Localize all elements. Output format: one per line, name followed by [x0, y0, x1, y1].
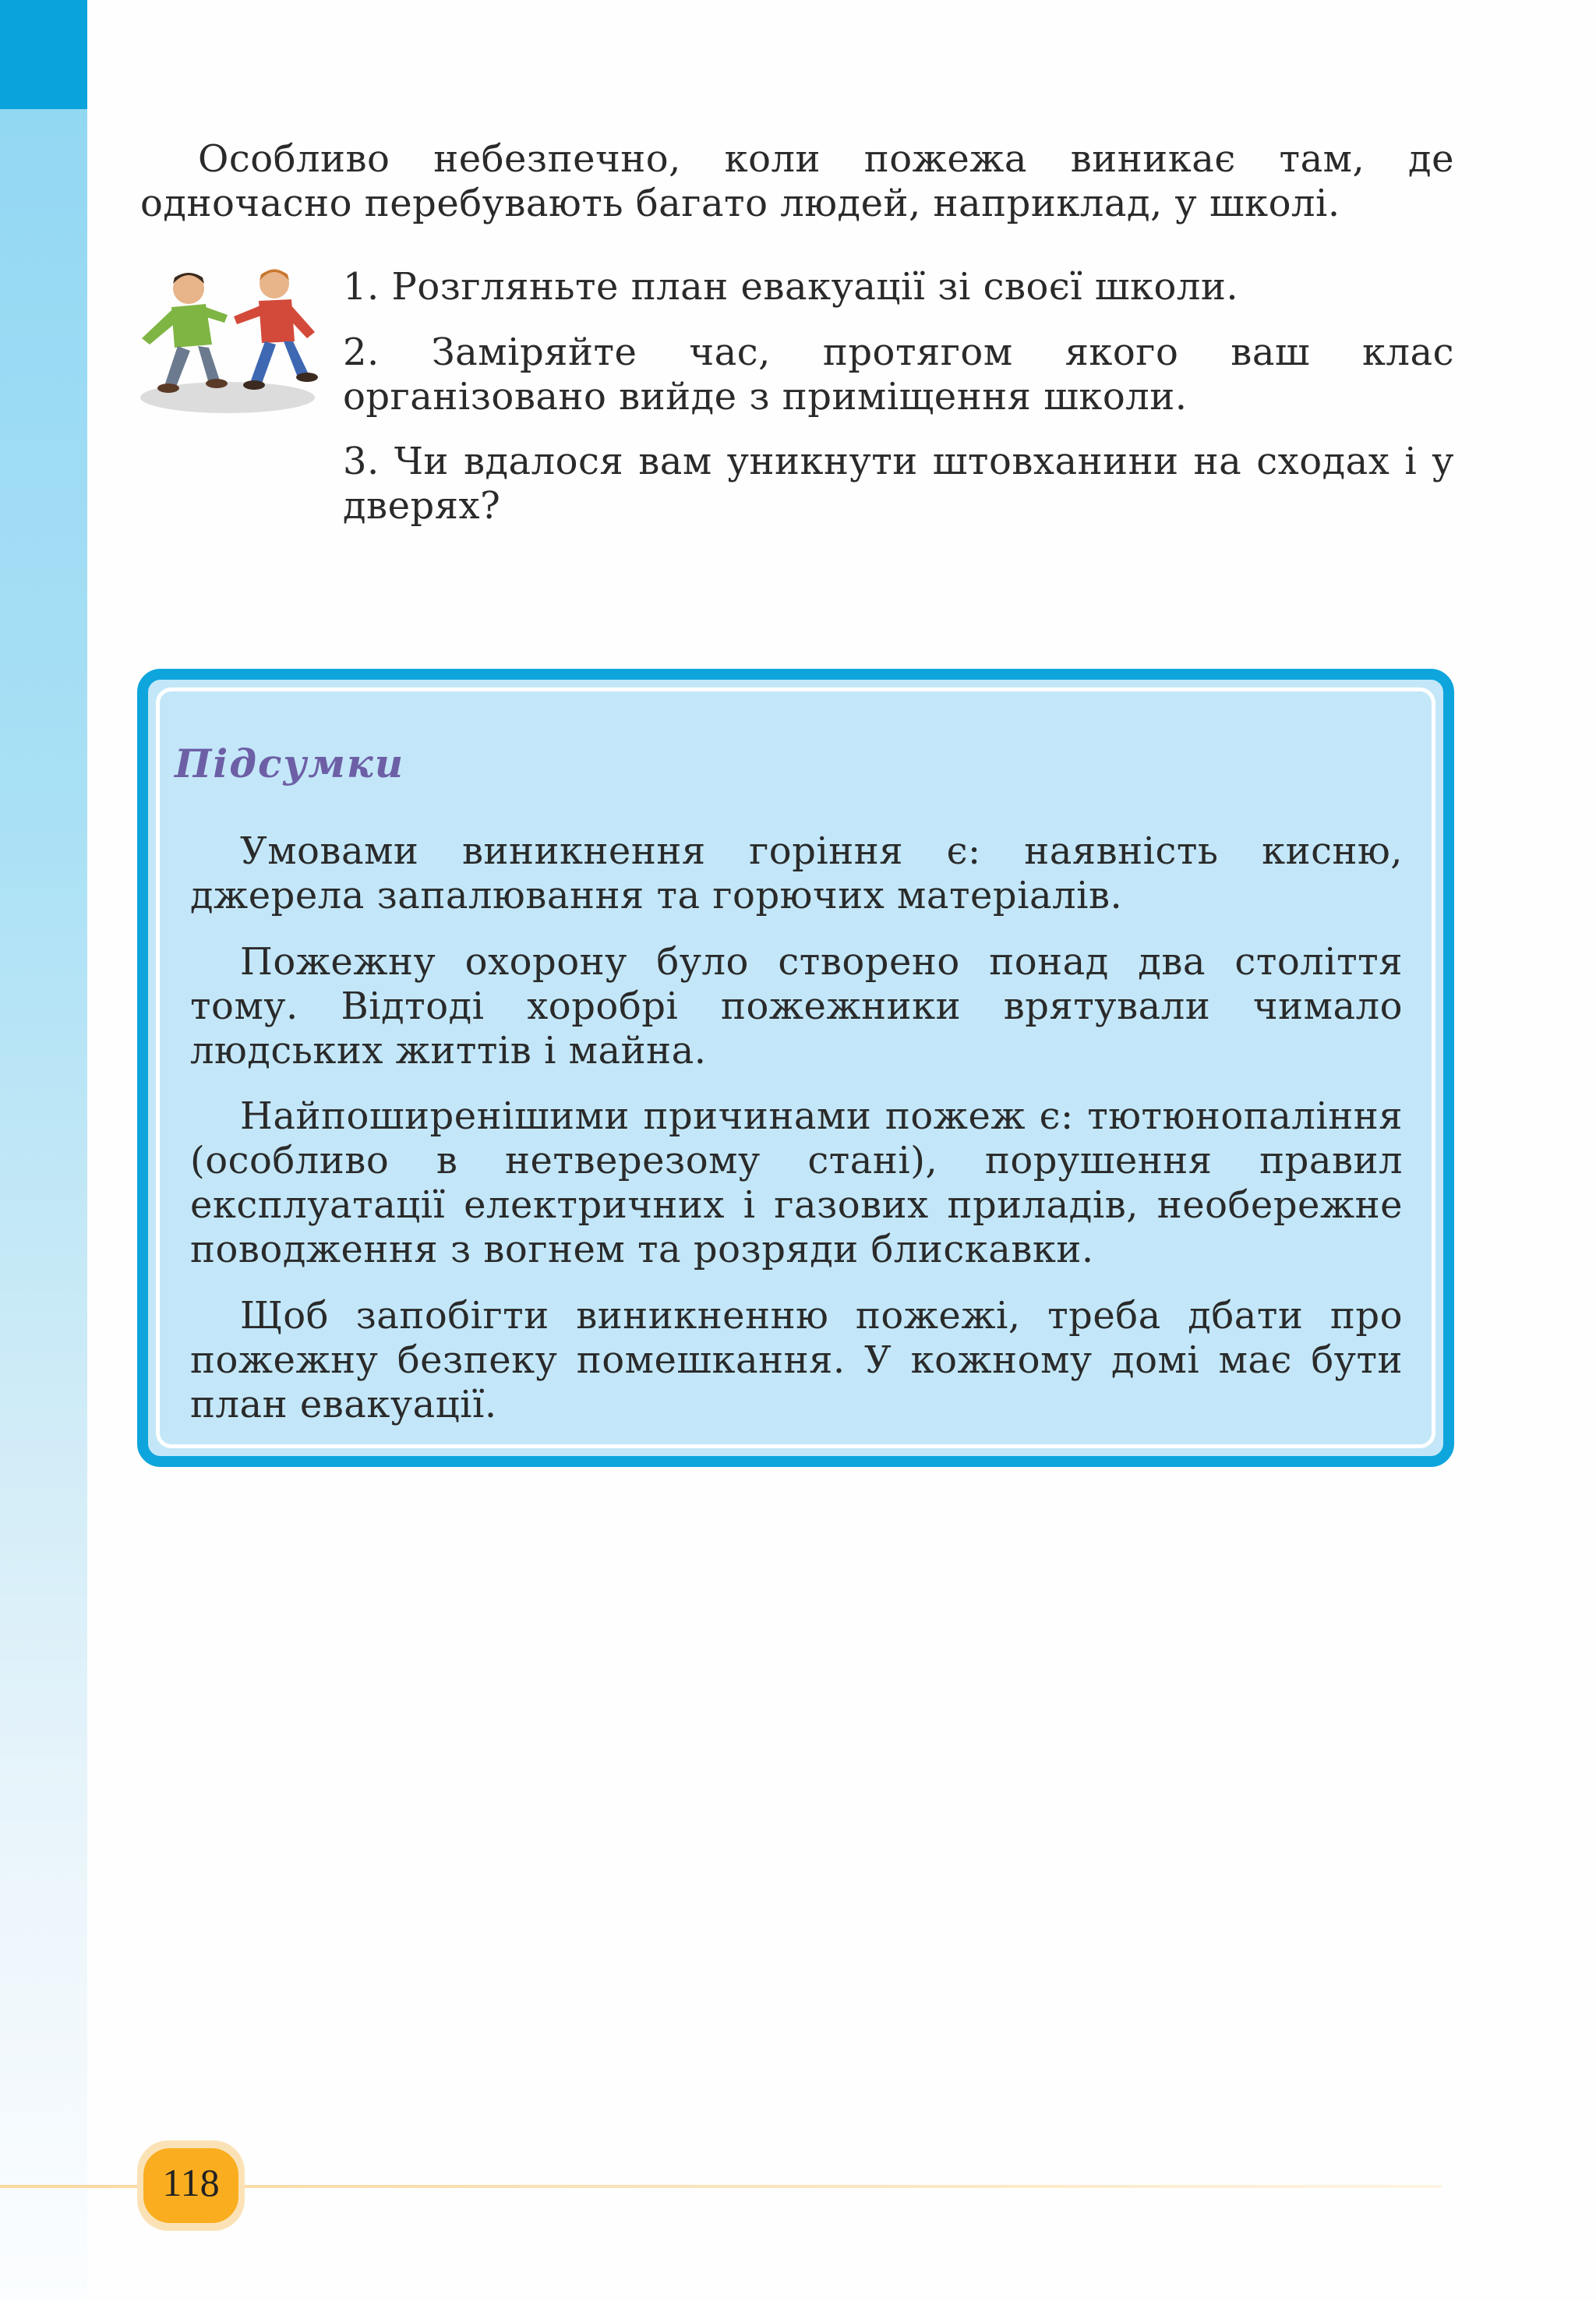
- intro-paragraph: Особливо небезпечно, коли пожежа виникає там, де одночасно перебувають багато людей, наприклад, у школі.: [140, 137, 1454, 225]
- summary-paragraph: Умовами виникнення горіння є: наявність кисню, джерела запалювання та горючих матеріалів.: [190, 829, 1403, 917]
- page-number: 118: [162, 2161, 220, 2204]
- summary-paragraph: Щоб запобігти виникненню пожежі, треба дбати про пожежну безпеку помешкання. У кожному домі має бути план евакуації.: [190, 1294, 1403, 1426]
- task-item: 3. Чи вдалося вам уникнути штовханини на сходах і у дверях?: [343, 440, 1454, 528]
- task-item: 1. Розгляньте план евакуації зі своєї школи.: [343, 265, 1239, 309]
- summary-paragraph: Найпоширенішими причинами пожеж є: тютюнопаління (особливо в нетверезому стані), порушення правил експлуатації електричних і газових приладів, необережне поводження з вогнем та розряди блискавки.: [190, 1094, 1403, 1271]
- side-color-block: [0, 0, 87, 109]
- task-item: 2. Заміряйте час, протягом якого ваш клас організовано вийде з приміщення школи.: [343, 330, 1454, 419]
- summary-title: Підсумки: [175, 740, 405, 786]
- summary-paragraph: Пожежну охорону було створено понад два століття тому. Відтоді хоробрі пожежники врятували чимало людських життів і майна.: [190, 940, 1403, 1073]
- children-illustration: [134, 267, 324, 415]
- side-decoration-strip: [0, 0, 87, 2301]
